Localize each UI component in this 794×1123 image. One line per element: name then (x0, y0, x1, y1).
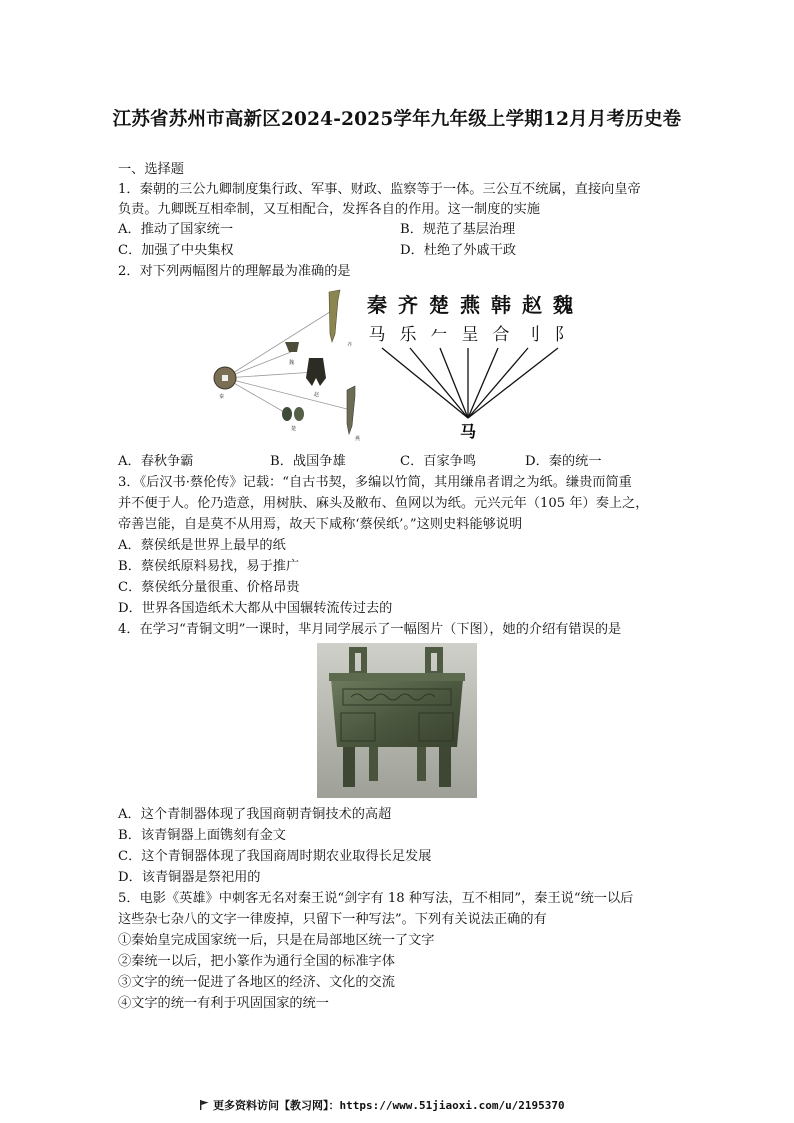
spade-coin-icon (306, 358, 326, 386)
vessel-leg (369, 747, 378, 781)
knife-coin-icon (329, 290, 340, 342)
q3-stem-line-2: 并不便于人。伦乃造意，用树肤、麻头及敝布、鱼网以为纸。元兴元年（105 年）奏上之， (118, 496, 649, 511)
footer-link[interactable] (200, 1097, 565, 1113)
q5-stem-line-2: 这些杂七杂八的文字一律废掉，只留下一种写法”。下列有关说法正确的有 (118, 912, 547, 927)
q1-stem-line-1: 1．秦朝的三公九卿制度集行政、军事、财政、监察等于一体。三公互不统属，直接向皇帝 (118, 182, 641, 197)
unified-seal-glyph: ⻢ (459, 422, 477, 440)
scripts-figure (360, 290, 590, 440)
q3-option-b: B．蔡侯纸原料易找，易于推广 (118, 559, 300, 574)
seal-glyph: 𠂉 (430, 325, 448, 345)
convergence-line (468, 348, 528, 418)
q5-statement-3: ③文字的统一促进了各地区的经济、文化的交流 (118, 975, 395, 990)
round-coin-icon (214, 367, 236, 389)
ant-nose-coin-icon (282, 407, 292, 421)
q5-statement-2: ②秦统一以后，把小篆作为通行全国的标准字体 (118, 954, 395, 969)
vessel-leg (417, 747, 426, 781)
q4-option-a: A．这个青制器体现了我国商朝青铜技术的高超 (118, 807, 392, 822)
q5-stem-line-1: 5．电影《英雄》中刺客无名对秦王说“剑字有 18 种写法，互不相同”，秦王说“统一以后 (118, 891, 634, 906)
seal-glyph: 刂 (523, 325, 541, 345)
q5-statement-1: ①秦始皇完成国家统一后，只是在局部地区统一了文字 (118, 933, 435, 948)
q3-option-a: A．蔡侯纸是世界上最早的纸 (118, 538, 286, 553)
convergence-line (410, 348, 468, 418)
q3-stem-line-1: 3．《后汉书·蔡伦传》记载：“自古书契，多编以竹简，其用缣帛者谓之为纸。缣贵而简重 (118, 475, 632, 490)
coin-label: 燕 (355, 436, 361, 442)
seal-glyph: 乐 (399, 325, 417, 345)
flag-icon (200, 1100, 209, 1110)
q3-stem-line-3: 帝善岂能，自是莫不从用焉，故天下咸称‘蔡侯纸’。”这则史料能够说明 (118, 517, 523, 532)
seal-glyph: 合 (492, 325, 510, 345)
convergence-line (468, 348, 498, 418)
vessel-leg (343, 747, 355, 787)
q1-option-c: C．加强了中央集权 (118, 243, 234, 258)
knife-coin-icon (347, 386, 355, 434)
state-char-qin: 秦 (367, 293, 387, 317)
state-char-qi: 齐 (398, 293, 418, 317)
q4-option-c: C．这个青铜器体现了我国商周时期农业取得长足发展 (118, 849, 432, 864)
coin-label: 齐 (347, 342, 353, 348)
ant-nose-coin-icon (294, 407, 304, 421)
q5-statement-4: ④文字的统一有利于巩固国家的统一 (118, 996, 329, 1011)
q2-option-c: C．百家争鸣 (400, 454, 477, 469)
state-char-chu: 楚 (429, 293, 449, 317)
coins-figure (205, 286, 365, 446)
q4-option-b: B．该青铜器上面镌刻有金文 (118, 828, 286, 843)
q4-option-d: D．该青铜器是祭祀用的 (118, 870, 261, 885)
state-char-yan: 燕 (460, 293, 480, 317)
coin-label: 魏 (289, 360, 295, 366)
footer-text: 更多资料访问【教习网】：https://www.51jiaoxi.com/u/2195370 (213, 1099, 565, 1112)
q1-option-d: D．杜绝了外戚干政 (400, 243, 517, 258)
convergence-line (382, 348, 468, 418)
q4-stem: 4．在学习“青铜文明”一课时，芈月同学展示了一幅图片（下图），她的介绍有错误的是 (118, 622, 622, 637)
q3-option-c: C．蔡侯纸分量很重、价格昂贵 (118, 580, 300, 595)
convergence-line (468, 348, 558, 418)
q1-option-a: A．推动了国家统一 (118, 222, 234, 237)
spade-coin-small-icon (285, 342, 299, 352)
coin-label: 秦 (219, 394, 225, 400)
convergence-line (440, 348, 468, 418)
coin-label: 赵 (314, 392, 320, 398)
state-char-han: 韩 (491, 293, 511, 317)
q2-option-b: B．战国争雄 (270, 454, 346, 469)
state-char-wei: 魏 (553, 293, 573, 317)
q1-option-b: B．规范了基层治理 (400, 222, 516, 237)
coin-label: 楚 (291, 426, 297, 432)
q2-option-a: A．春秋争霸 (118, 454, 194, 469)
q2-stem: 2．对下列两幅图片的理解最为准确的是 (118, 264, 351, 279)
seal-glyph: 阝 (554, 325, 572, 345)
vessel-rim (329, 673, 465, 681)
q2-option-d: D．秦的统一 (525, 454, 602, 469)
bronze-vessel-figure (317, 643, 477, 798)
state-char-zhao: 赵 (522, 293, 542, 317)
q1-stem-line-2: 负责。九卿既互相牵制，又互相配合，发挥各自的作用。这一制度的实施 (118, 202, 540, 217)
vessel-leg (439, 747, 451, 787)
q3-option-d: D．世界各国造纸术大都从中国辗转流传过去的 (118, 601, 393, 616)
coin-link-line (225, 378, 351, 410)
section-heading: 一、选择题 (118, 162, 184, 177)
page-title: 江苏省苏州市高新区2024-2025学年九年级上学期12月月考历史卷 (112, 109, 682, 130)
seal-glyph: 呈 (461, 325, 479, 345)
seal-glyph: ⻢ (368, 325, 386, 345)
